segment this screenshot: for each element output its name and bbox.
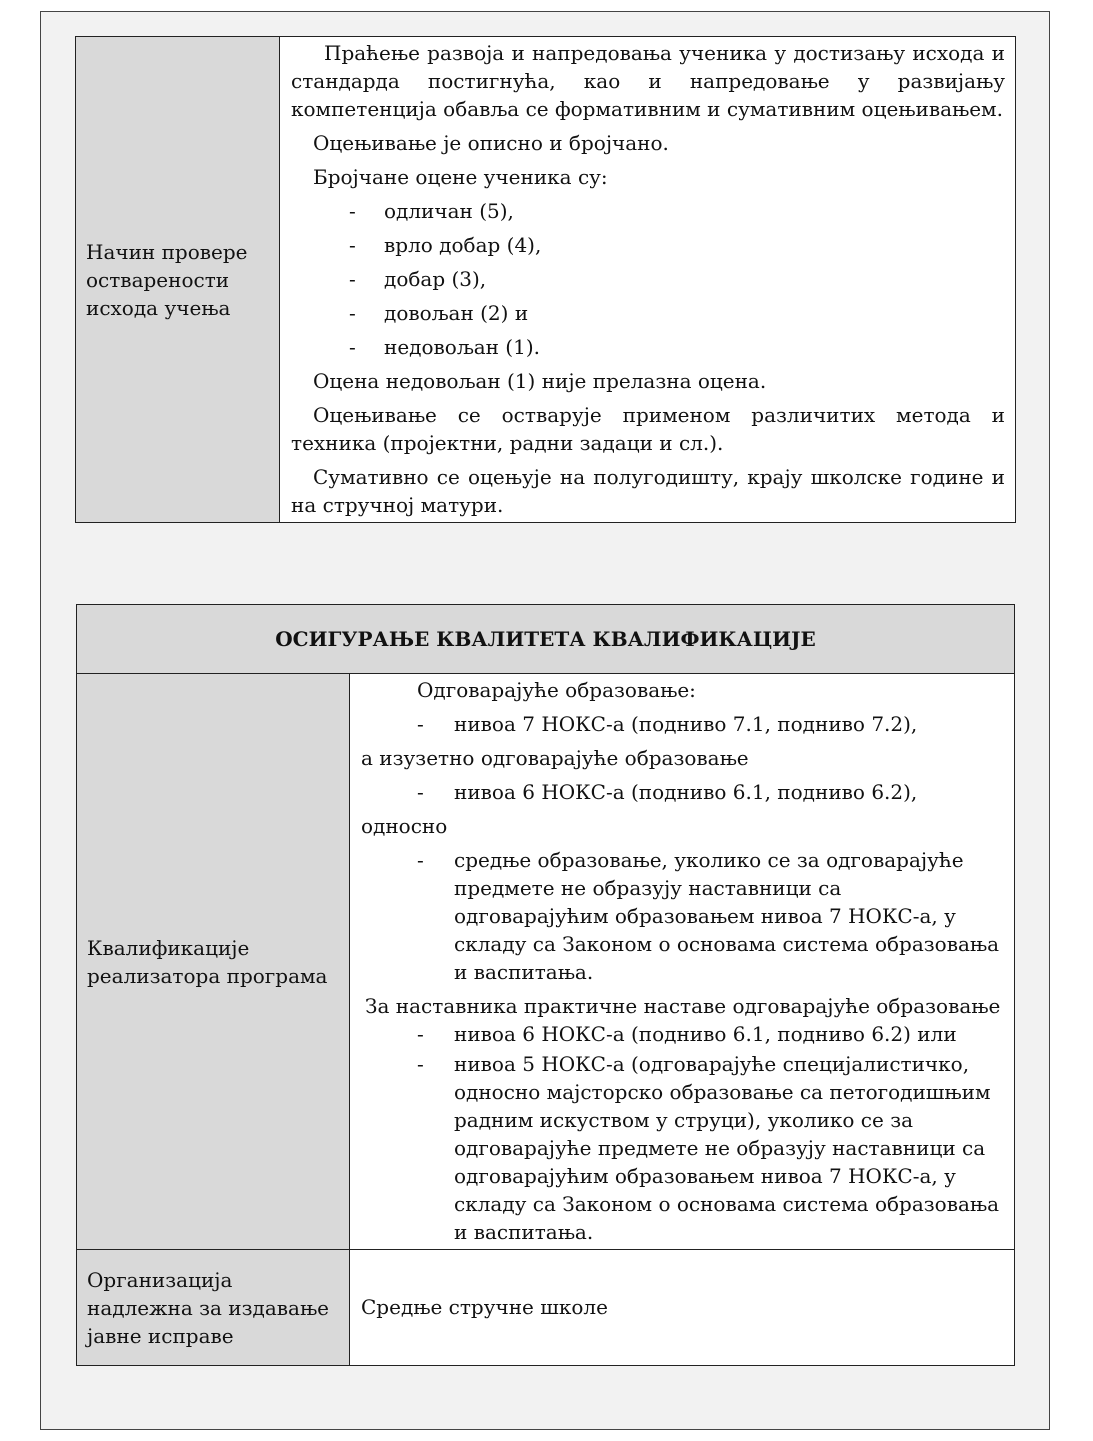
grade-item: - добар (3), (349, 267, 487, 291)
quality-table (76, 604, 1015, 1366)
qual-item: - нивоа 7 НОКС-а (подниво 7.1, подниво 7.2), (417, 712, 918, 736)
assessment-content (280, 37, 1016, 523)
grade-item: - врло добар (4), (349, 233, 542, 257)
assessment-intro: Праћење развоја и напредовања ученика у достизању исхода и стандарда постигнућа, као и напредовање у развијању компетенција обавља се формативним и сумативним оцењивањем. (291, 41, 1005, 121)
qualifications-label: Квалификације реализатора програма (77, 674, 350, 1250)
failing-grade-note: Оцена недовољан (1) није прелазна оцена. (313, 369, 767, 393)
qual-line: Одговарајуће образовање: (417, 678, 696, 702)
qual-line: За наставника практичне наставе одговарајуће образовање (365, 994, 1001, 1018)
assessment-methods: Оцењивање се остварује применом различитих метода и техника (пројектни, радни задаци и сл.). (291, 403, 1005, 455)
issuing-org-value: Средње стручне школе (350, 1250, 1015, 1366)
qualifications-content (350, 674, 1015, 1250)
summative-note: Сумативно се оцењује на полугодишту, крају школске године и на стручној матури. (291, 465, 1005, 517)
assessment-type: Оцењивање је описно и бројчано. (313, 131, 669, 155)
qual-line: односно (361, 814, 448, 838)
assessment-label: Начин провере остварености исхода учења (76, 37, 280, 523)
qual-line: а изузетно одговарајуће образовање (361, 746, 749, 770)
assessment-table (75, 36, 1016, 523)
grades-intro: Бројчане оцене ученика су: (313, 165, 608, 189)
qual-item: - нивоа 6 НОКС-а (подниво 6.1, подниво 6.2) или (417, 1022, 957, 1046)
qual-item: - средње образовање, уколико се за одговарајуће предмете не образују наставници са одговарајућим образовањем нивоа 7 НОКС-а, у складу са Законом о основама система образовања и васпитања. (417, 848, 1000, 984)
qual-item: - нивоа 6 НОКС-а (подниво 6.1, подниво 6.2), (417, 780, 918, 804)
issuing-org-label: Организација надлежна за издавање јавне исправе (77, 1250, 350, 1366)
qual-item: - нивоа 5 НОКС-а (одговарајуће специјалистичко, односно мајсторско образовање са петогодишњим радним искуством у струци), уколико се за одговарајуће предмете не образују наставници са одговарајућим образовањем нивоа 7 НОКС-а, у складу са Законом о основама система образовања и васпитања. (417, 1052, 1000, 1244)
grade-item: - недовољан (1). (349, 335, 540, 359)
grade-item: - довољан (2) и (349, 301, 529, 325)
quality-title: ОСИГУРАЊЕ КВАЛИТЕТА КВАЛИФИКАЦИЈЕ (77, 605, 1015, 674)
grade-item: - одличан (5), (349, 199, 514, 223)
